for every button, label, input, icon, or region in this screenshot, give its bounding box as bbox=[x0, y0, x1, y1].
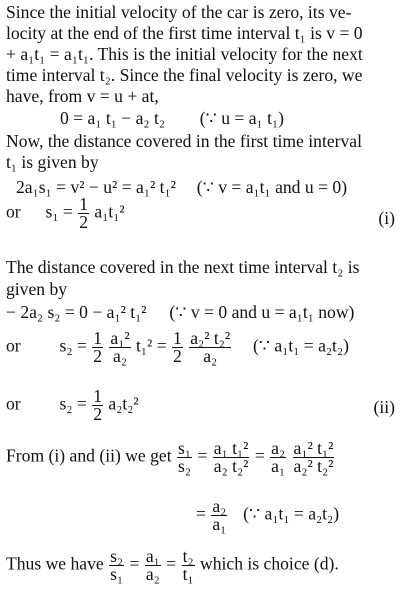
equation-main: 2a₁s₁ = v² − u² = a₁² t₁² bbox=[16, 177, 176, 197]
equation-reason: (∵ u = a₁ t₁) bbox=[199, 108, 284, 128]
fraction: $\frac{\text{s₂}}{\text{s₁}}$ bbox=[110, 546, 124, 584]
or-label: or bbox=[6, 335, 21, 356]
text-line: locity at the end of the first time interval t₁ is v = 0 bbox=[6, 23, 363, 43]
equation-kinematic-2 bbox=[6, 302, 354, 323]
equation-s2-expanded: or s₂ = $\frac{1}{2}$ $\frac{\text{a₁²}}{\text{a₂}}$ t₁² = $\frac{1}{2}$ $\frac{\text{a₂² t₂²}}{\text{a₂}}$ (∵ a₁t₁ = a₂t₂) bbox=[6, 328, 349, 366]
fraction: $\frac{\text{a₁}}{\text{a₂}}$ bbox=[145, 546, 160, 584]
text-line: + a₁t₁ = a₁t₁. This is the initial velocity for the next bbox=[6, 44, 363, 64]
text-line: given by bbox=[6, 279, 68, 299]
fraction-half: $\frac{1}{2}$ bbox=[173, 328, 182, 366]
equation-rhs: a₁t₁² bbox=[94, 201, 125, 222]
fraction: $\frac{\text{a₁² t₁²}}{\text{a₂² t₂²}}$ bbox=[293, 438, 334, 476]
fraction: $\frac{\text{a₂}}{\text{a₁}}$ bbox=[271, 438, 286, 476]
equation-lhs: s₁ = bbox=[45, 201, 73, 222]
text-line: time interval t₂. Since the final velocity is zero, we bbox=[6, 65, 363, 85]
fraction: $\frac{\text{a₁ t₁²}}{\text{a₂ t₂²}}$ bbox=[213, 438, 249, 476]
conclusion: Thus we have $\frac{\text{s₂}}{\text{s₁}}$ = $\frac{\text{a₁}}{\text{a₂}}$ = $\frac{\text{t₂}}{\text{t₁}}$ which is choice (d). bbox=[6, 546, 339, 584]
fraction-half: $\frac{1}{2}$ bbox=[93, 328, 102, 366]
equation-reason: (∵ v = 0 and u = a₁t₁ now) bbox=[169, 302, 355, 322]
equation-main: 0 = a₁ t₁ − a₂ t₂ bbox=[60, 108, 165, 128]
equation-velocity bbox=[60, 108, 284, 129]
equation-reason: (∵ v = a₁t₁ and u = 0) bbox=[196, 177, 348, 197]
equation-tag: (ii) bbox=[373, 397, 395, 417]
fraction-half: $\frac{1}{2}$ bbox=[79, 194, 88, 232]
equation-ratio-simplified: = $\frac{\text{a₂}}{\text{a₁}}$ (∵ a₁t₁ = a₂t₂) bbox=[196, 496, 340, 534]
equation-main: − 2a₂ s₂ = 0 − a₁² t₁² bbox=[6, 302, 147, 322]
equation-s1 bbox=[6, 196, 125, 240]
equation-s2: or s₂ = $\frac{1}{2}$ a₂t₂² bbox=[6, 386, 139, 424]
equation-reason: (∵ a₁t₁ = a₂t₂) bbox=[243, 503, 340, 524]
fraction-half: $\frac{1}{2}$ bbox=[93, 386, 102, 424]
equation-kinematic-1 bbox=[16, 177, 347, 198]
fraction: $\frac{\text{a₂}}{\text{a₁}}$ bbox=[212, 496, 227, 534]
equation-reason: (∵ a₁t₁ = a₂t₂) bbox=[252, 335, 349, 356]
text-line: Now, the distance covered in the first time interval bbox=[6, 131, 362, 151]
text-line: t₁ is given by bbox=[6, 152, 99, 172]
equation-tag: (i) bbox=[378, 208, 395, 228]
fraction: $\frac{\text{a₁²}}{\text{a₂}}$ bbox=[110, 328, 130, 366]
equation-ratio: From (i) and (ii) we get $\frac{\text{s₁}}{\text{s₂}}$ = $\frac{\text{a₁ t₁²}}{\text{a₂ t₂²}}$ = $\frac{\text{a₂}}{\text{a₁}}$ $\frac{\text{a₁² t₁²}}{\text{a₂² t₂²}}$ bbox=[6, 438, 334, 476]
or-label: or bbox=[6, 393, 21, 414]
fraction: $\frac{\text{a₂² t₂²}}{\text{a₂}}$ bbox=[190, 328, 231, 366]
text-line: Since the initial velocity of the car is zero, its ve- bbox=[6, 2, 352, 22]
or-label: or bbox=[6, 201, 21, 222]
text-line: The distance covered in the next time interval t₂ is bbox=[6, 257, 360, 277]
text-line: have, from v = u + at, bbox=[6, 86, 159, 106]
fraction: $\frac{\text{t₂}}{\text{t₁}}$ bbox=[182, 546, 194, 584]
fraction-s-ratio: $\frac{\text{s₁}}{\text{s₂}}$ bbox=[178, 438, 192, 476]
